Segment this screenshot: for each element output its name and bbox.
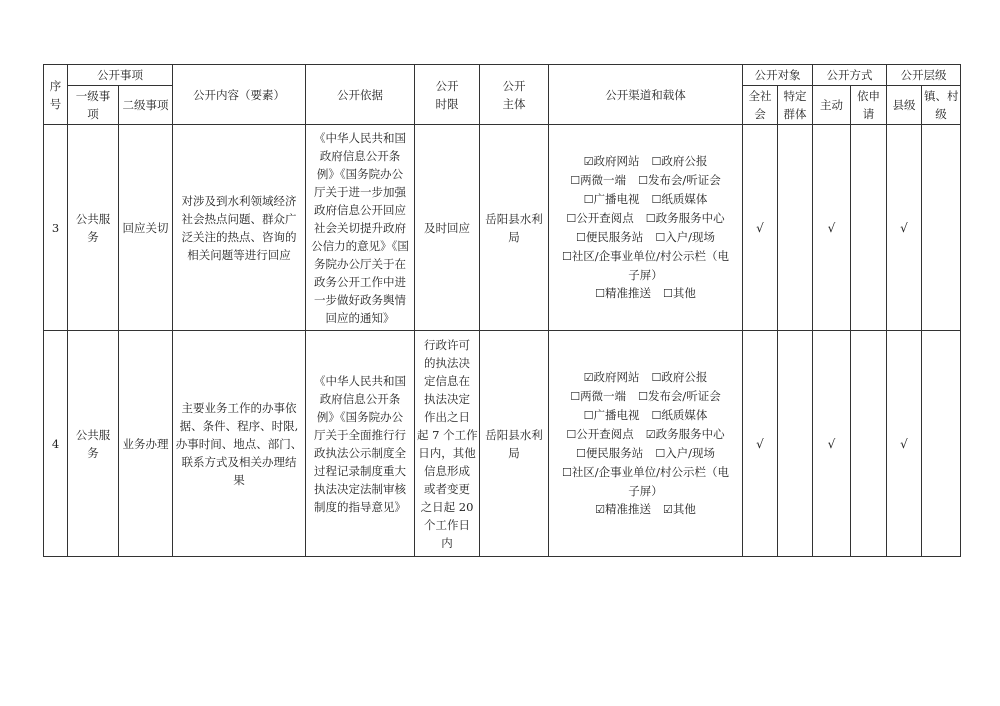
row-subject: 岳阳县水利 局 bbox=[480, 331, 549, 557]
channel-option bbox=[646, 209, 725, 228]
channel-line bbox=[551, 482, 740, 500]
channel-label: 政府公报 bbox=[661, 370, 708, 384]
row-level-town bbox=[922, 125, 961, 331]
header-level: 公开层级 bbox=[887, 65, 961, 86]
channel-label: 政务服务中心 bbox=[655, 427, 725, 441]
channel-label: 便民服务站 bbox=[585, 230, 644, 244]
header-method-active: 主动 bbox=[813, 86, 851, 125]
channel-option bbox=[652, 406, 708, 425]
channel-option bbox=[566, 425, 633, 444]
channel-line bbox=[551, 463, 740, 482]
channel-option bbox=[584, 152, 640, 171]
channel-line bbox=[551, 425, 740, 444]
unchecked-box-icon: ☐ bbox=[651, 371, 662, 384]
channel-label: 便民服务站 bbox=[585, 446, 644, 460]
header-subject: 公开 主体 bbox=[480, 65, 549, 125]
channel-line bbox=[551, 406, 740, 425]
row-method-active: √ bbox=[813, 331, 851, 557]
channel-line bbox=[551, 266, 740, 284]
channel-label: 政务服务中心 bbox=[655, 211, 725, 225]
row-target-all: √ bbox=[743, 125, 778, 331]
checked-box-icon: ☑ bbox=[583, 155, 594, 168]
channel-option bbox=[570, 387, 626, 406]
header-level-town: 镇、村 级 bbox=[922, 86, 961, 125]
row-basis: 《中华人民共和国 政府信息公开条 例》《国务院办公 厅关于全面推行行 政执法公示制度全 过程记录制度重大 执法决定法制审核 制度的指导意见》 bbox=[306, 331, 415, 557]
channel-option bbox=[655, 444, 715, 463]
channel-option bbox=[628, 266, 663, 284]
channel-option bbox=[652, 368, 708, 387]
channel-label: 公开查阅点 bbox=[576, 211, 634, 225]
header-target-specific: 特定 群体 bbox=[778, 86, 813, 125]
channel-label: 政府公报 bbox=[661, 154, 708, 168]
channel-option bbox=[562, 463, 729, 482]
unchecked-box-icon: ☐ bbox=[566, 428, 577, 441]
header-method-request: 依申 请 bbox=[851, 86, 887, 125]
header-level2: 二级事项 bbox=[119, 86, 173, 125]
channel-label: 入户/现场 bbox=[665, 446, 716, 460]
channel-option bbox=[562, 247, 729, 266]
unchecked-box-icon: ☐ bbox=[583, 193, 594, 206]
channel-label: 广播电视 bbox=[593, 192, 640, 206]
channel-option bbox=[584, 190, 640, 209]
row-level1: 公共服 务 bbox=[68, 125, 119, 331]
header-basis: 公开依据 bbox=[306, 65, 415, 125]
checked-box-icon: ☑ bbox=[645, 428, 656, 441]
channel-line bbox=[551, 500, 740, 519]
channel-option bbox=[584, 368, 640, 387]
row-basis: 《中华人民共和国 政府信息公开条 例》《国务院办公 厅关于进一步加强 政府信息公开回应 社会关切提升政府 公信力的意见》《国 务院办公厅关于在 政务公开工作中进 一步做好政务舆情 回应的通知》 bbox=[306, 125, 415, 331]
channel-option bbox=[595, 284, 651, 303]
channel-option bbox=[628, 482, 663, 500]
checked-box-icon: ☑ bbox=[583, 371, 594, 384]
header-method: 公开方式 bbox=[813, 65, 887, 86]
channel-label: 精准推送 bbox=[605, 502, 651, 516]
channel-line bbox=[551, 171, 740, 190]
channel-label: 政府网站 bbox=[593, 370, 640, 384]
row-content: 主要业务工作的办事依 据、条件、程序、时限, 办事时间、地点、部门、 联系方式及相关办理结 果 bbox=[173, 331, 306, 557]
row-time-limit: 及时回应 bbox=[415, 125, 480, 331]
channel-option bbox=[566, 209, 633, 228]
channel-label: 两微一端 bbox=[580, 173, 627, 187]
table-row bbox=[44, 331, 961, 557]
channel-line bbox=[551, 387, 740, 406]
unchecked-box-icon: ☐ bbox=[638, 390, 648, 403]
unchecked-box-icon: ☐ bbox=[638, 174, 648, 187]
channel-option bbox=[646, 425, 725, 444]
row-method-request bbox=[851, 125, 887, 331]
header-content: 公开内容（要素） bbox=[173, 65, 306, 125]
unchecked-box-icon: ☐ bbox=[566, 212, 577, 225]
row-target-specific bbox=[778, 125, 813, 331]
channel-option bbox=[652, 152, 708, 171]
unchecked-box-icon: ☐ bbox=[655, 447, 666, 460]
header-seq: 序 号 bbox=[44, 65, 68, 125]
channel-option bbox=[655, 228, 715, 247]
row-content: 对涉及到水利领域经济 社会热点问题、群众广 泛关注的热点、咨询的 相关问题等进行回应 bbox=[173, 125, 306, 331]
row-time-limit: 行政许可 的执法决 定信息在 执法决定 作出之日 起 7 个工作 日内，其他 信息形成 或者变更 之日起 20 个工作日 内 bbox=[415, 331, 480, 557]
channel-line bbox=[551, 284, 740, 303]
row-level1: 公共服 务 bbox=[68, 331, 119, 557]
unchecked-box-icon: ☐ bbox=[575, 231, 586, 244]
header-level-county: 县级 bbox=[887, 86, 922, 125]
header-level1: 一级事 项 bbox=[68, 86, 119, 125]
channel-option bbox=[663, 500, 696, 519]
channel-label: 发布会/听证会 bbox=[647, 389, 721, 403]
row-channels bbox=[549, 125, 743, 331]
channel-option bbox=[663, 284, 696, 303]
unchecked-box-icon: ☐ bbox=[651, 155, 662, 168]
unchecked-box-icon: ☐ bbox=[561, 250, 572, 263]
unchecked-box-icon: ☐ bbox=[651, 409, 662, 422]
channel-label: 社区/企事业单位/村公示栏（电 bbox=[571, 249, 730, 263]
channel-option bbox=[576, 444, 643, 463]
unchecked-box-icon: ☐ bbox=[583, 409, 594, 422]
checked-box-icon: ☑ bbox=[663, 503, 673, 516]
channel-option bbox=[638, 387, 721, 406]
channel-option bbox=[584, 406, 640, 425]
row-level-county: √ bbox=[887, 125, 922, 331]
channel-label: 政府网站 bbox=[593, 154, 640, 168]
header-matter: 公开事项 bbox=[68, 65, 173, 86]
channel-label: 其他 bbox=[672, 286, 696, 300]
channel-option bbox=[595, 500, 651, 519]
channel-label: 公开查阅点 bbox=[576, 427, 634, 441]
channel-line bbox=[551, 444, 740, 463]
header-target-all: 全社 会 bbox=[743, 86, 778, 125]
unchecked-box-icon: ☐ bbox=[570, 174, 581, 187]
row-level-county: √ bbox=[887, 331, 922, 557]
unchecked-box-icon: ☐ bbox=[595, 287, 605, 300]
unchecked-box-icon: ☐ bbox=[651, 193, 662, 206]
channel-label: 纸质媒体 bbox=[661, 192, 708, 206]
unchecked-box-icon: ☐ bbox=[570, 390, 581, 403]
channel-option bbox=[570, 171, 626, 190]
channel-line bbox=[551, 368, 740, 387]
channel-option bbox=[638, 171, 721, 190]
channel-line bbox=[551, 247, 740, 266]
channel-label: 子屏） bbox=[628, 484, 663, 498]
channel-label: 入户/现场 bbox=[665, 230, 716, 244]
channel-line bbox=[551, 209, 740, 228]
channel-line bbox=[551, 228, 740, 247]
channel-label: 其他 bbox=[672, 502, 696, 516]
unchecked-box-icon: ☐ bbox=[663, 287, 673, 300]
row-method-request bbox=[851, 331, 887, 557]
header-target: 公开对象 bbox=[743, 65, 813, 86]
channel-label: 两微一端 bbox=[580, 389, 627, 403]
channel-line bbox=[551, 190, 740, 209]
channel-label: 子屏） bbox=[628, 268, 663, 282]
unchecked-box-icon: ☐ bbox=[575, 447, 586, 460]
row-level2: 业务办理 bbox=[119, 331, 173, 557]
unchecked-box-icon: ☐ bbox=[655, 231, 666, 244]
row-seq: 3 bbox=[44, 125, 68, 331]
row-target-all: √ bbox=[743, 331, 778, 557]
channel-line bbox=[551, 152, 740, 171]
checked-box-icon: ☑ bbox=[595, 503, 605, 516]
row-seq: 4 bbox=[44, 331, 68, 557]
row-channels bbox=[549, 331, 743, 557]
channel-option bbox=[576, 228, 643, 247]
channel-label: 社区/企事业单位/村公示栏（电 bbox=[571, 465, 730, 479]
disclosure-table bbox=[43, 64, 961, 557]
channel-label: 广播电视 bbox=[593, 408, 640, 422]
row-target-specific bbox=[778, 331, 813, 557]
table-row bbox=[44, 125, 961, 331]
channel-label: 纸质媒体 bbox=[661, 408, 708, 422]
row-level-town bbox=[922, 331, 961, 557]
channel-option bbox=[652, 190, 708, 209]
channel-label: 精准推送 bbox=[605, 286, 651, 300]
row-method-active: √ bbox=[813, 125, 851, 331]
unchecked-box-icon: ☐ bbox=[561, 466, 572, 479]
unchecked-box-icon: ☐ bbox=[645, 212, 656, 225]
channel-label: 发布会/听证会 bbox=[647, 173, 721, 187]
row-level2: 回应关切 bbox=[119, 125, 173, 331]
header-time-limit: 公开 时限 bbox=[415, 65, 480, 125]
row-subject: 岳阳县水利 局 bbox=[480, 125, 549, 331]
header-channel: 公开渠道和载体 bbox=[549, 65, 743, 125]
